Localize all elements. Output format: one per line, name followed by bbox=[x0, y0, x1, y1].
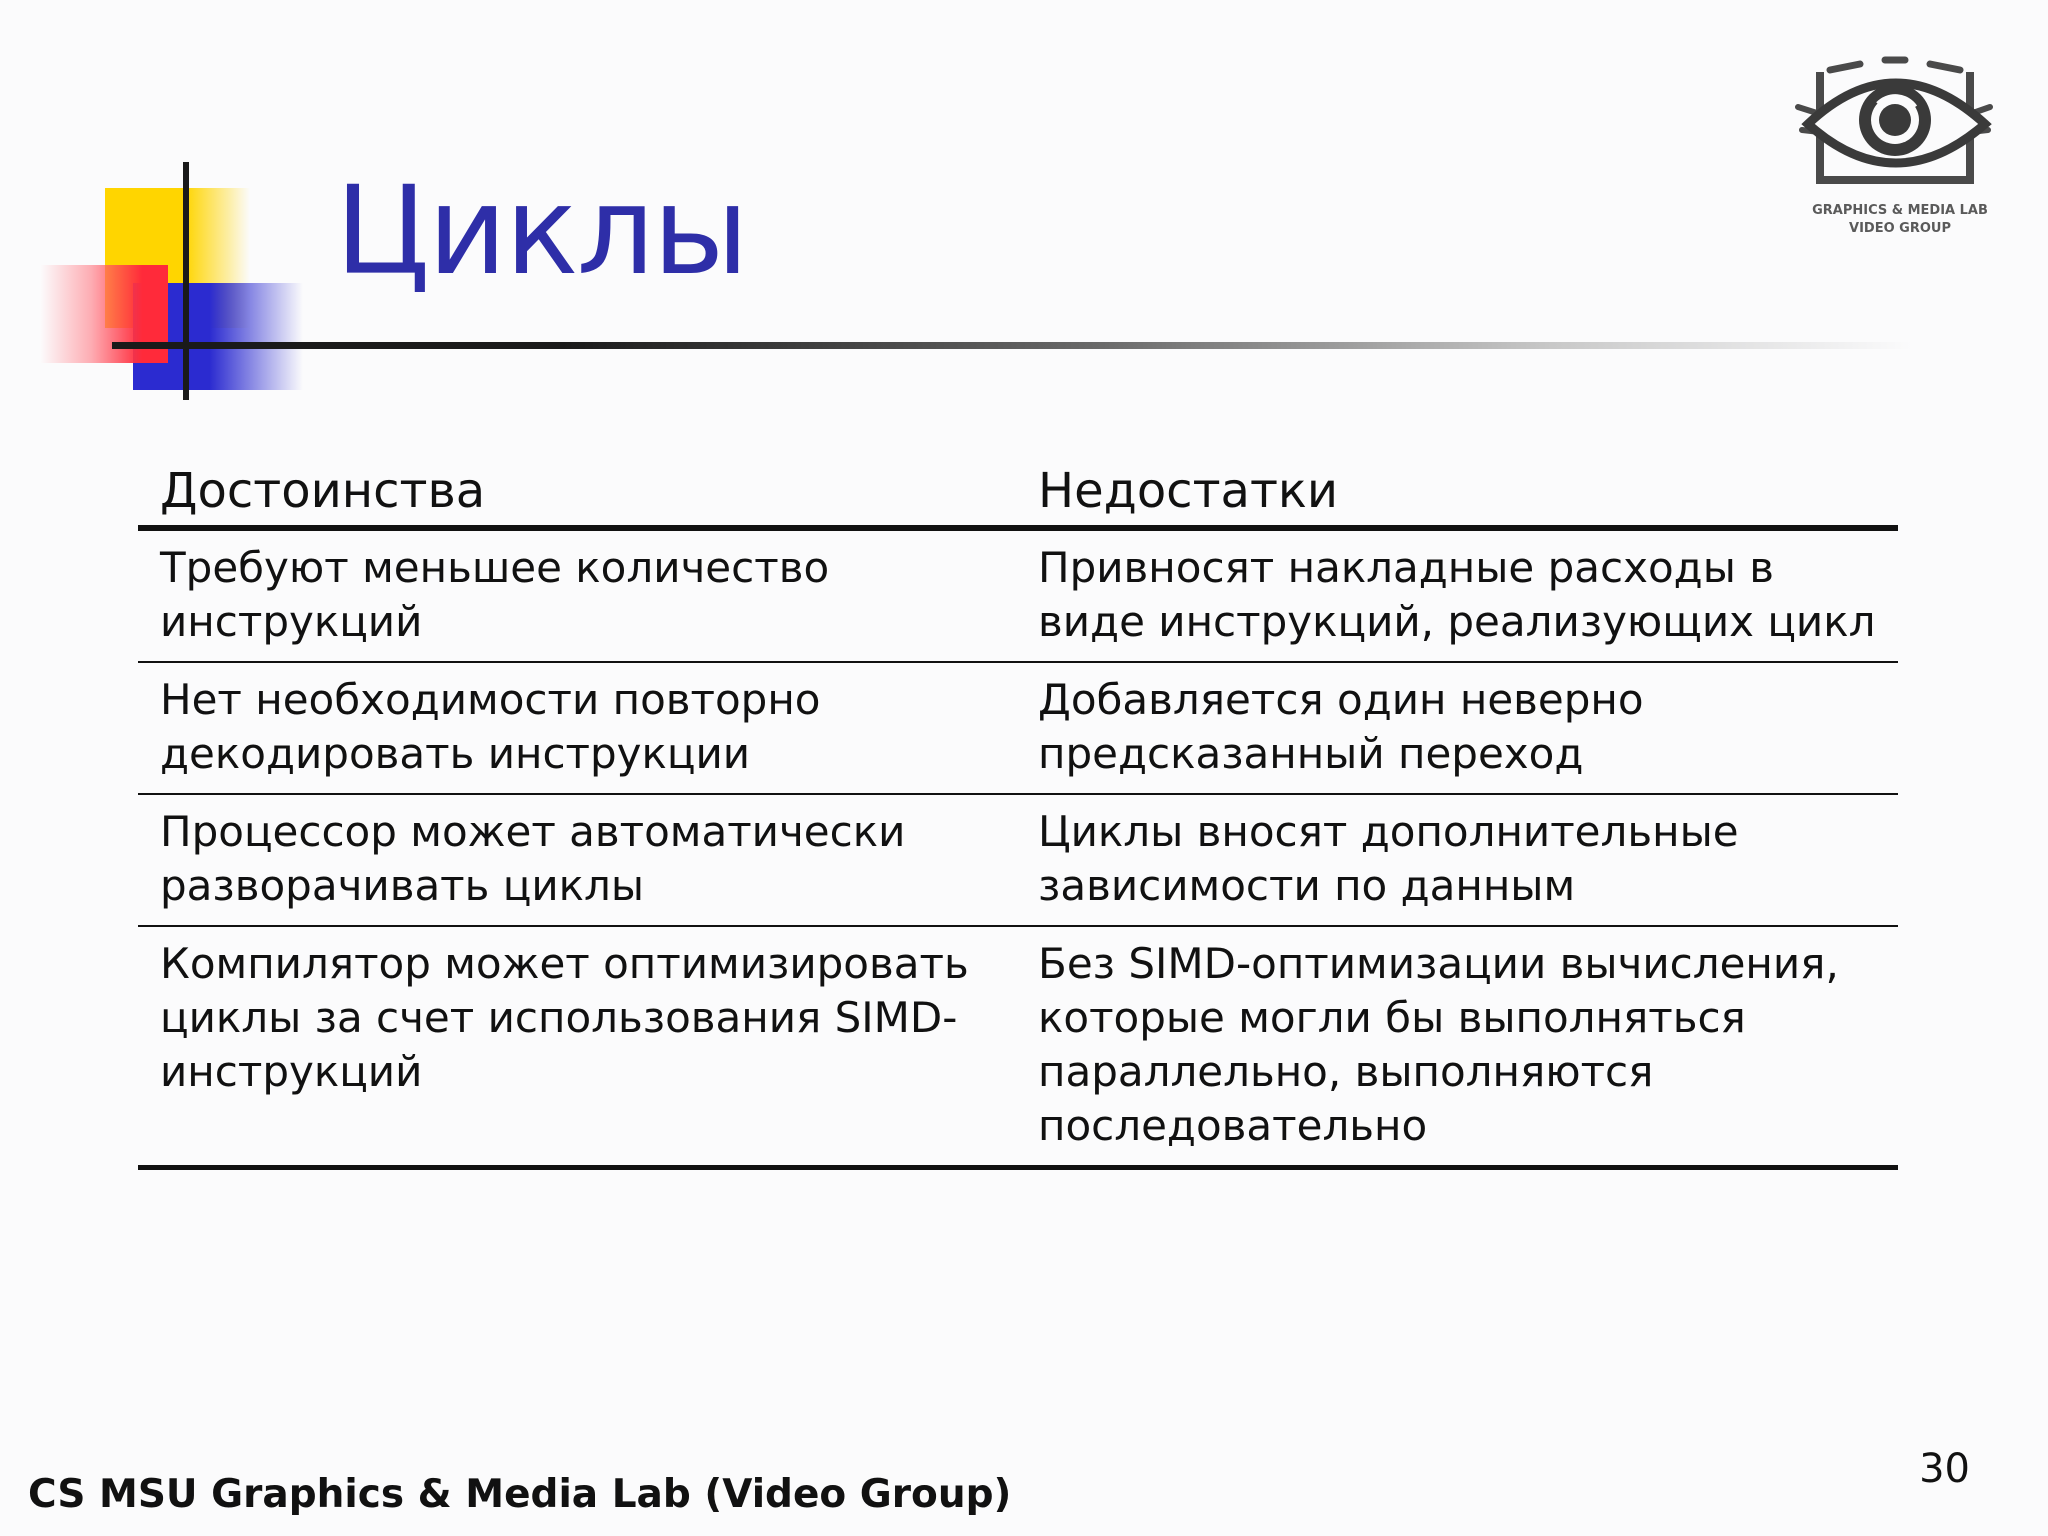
disadvantage-cell: Без SIMD-оптимизации вычисления, которые могли бы выполняться параллельно, выполняются последовательно bbox=[1038, 939, 1839, 1150]
header-disadvantages: Недостатки bbox=[1038, 463, 1339, 519]
logo-line-2: VIDEO GROUP bbox=[1849, 221, 1951, 236]
table-row bbox=[138, 663, 1898, 795]
advantage-cell: Процессор может автоматически разворачивать циклы bbox=[160, 807, 906, 910]
logo-caption bbox=[1780, 202, 2020, 238]
slide-title: Циклы bbox=[335, 160, 747, 302]
eye-icon bbox=[1790, 52, 2010, 202]
logo-line-1: GRAPHICS & MEDIA LAB bbox=[1812, 203, 1988, 218]
advantage-cell: Требуют меньшее количество инструкций bbox=[160, 543, 830, 646]
footer-lab-name: CS MSU Graphics & Media Lab (Video Group) bbox=[28, 1472, 1012, 1517]
corner-decoration bbox=[0, 0, 320, 420]
advantage-cell: Нет необходимости повторно декодировать инструкции bbox=[160, 675, 821, 778]
disadvantage-cell: Привносят накладные расходы в виде инструкций, реализующих цикл bbox=[1038, 543, 1876, 646]
page-number: 30 bbox=[1919, 1446, 1970, 1492]
table-row bbox=[138, 531, 1898, 663]
header-advantages: Достоинства bbox=[160, 463, 486, 519]
disadvantage-cell: Циклы вносят дополнительные зависимости по данным bbox=[1038, 807, 1739, 910]
lab-logo bbox=[1780, 52, 2020, 252]
table-header bbox=[138, 455, 1898, 531]
disadvantage-cell: Добавляется один неверно предсказанный переход bbox=[1038, 675, 1644, 778]
table-row bbox=[138, 795, 1898, 927]
title-underline-rule bbox=[112, 342, 1912, 349]
table-row bbox=[138, 927, 1898, 1170]
advantage-cell: Компилятор может оптимизировать циклы за счет использования SIMD-инструкций bbox=[160, 939, 969, 1096]
vertical-rule bbox=[183, 162, 189, 400]
comparison-table bbox=[138, 455, 1898, 1170]
